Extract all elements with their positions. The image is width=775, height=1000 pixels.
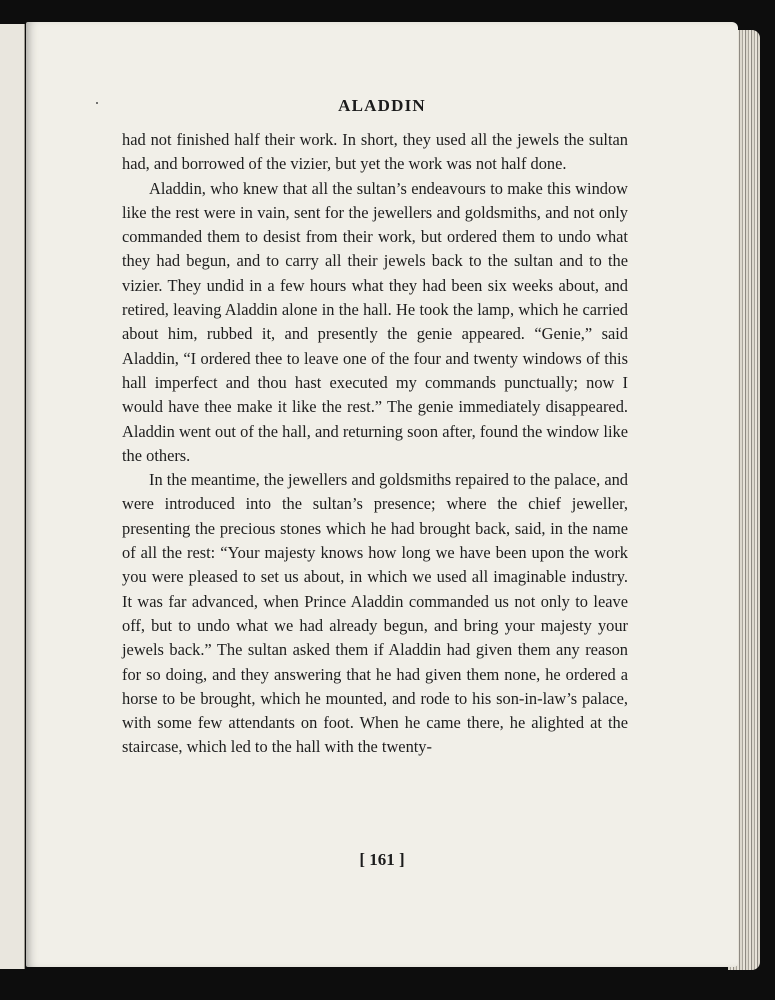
running-head: ALADDIN [338,96,426,115]
book-page [26,22,738,967]
page-number: [ 161 ] [359,850,405,869]
body-text [122,128,628,760]
facing-page-edge [0,24,25,969]
paragraph: In the meantime, the jewellers and goldsmiths repaired to the palace, and were introduced into the sultan’s presence; where the chief jeweller, presenting the precious stones which he had brought back, said, in the name of all the rest: “Your majesty knows how long we have been upon the work you were pleased to set us about, in which we used all imaginable industry. It was far advanced, when Prince Aladdin commanded us not only to leave off, but to undo what we had already begun, and bring your majesty your jewels back.” The sultan asked them if Aladdin had given them any reason for so doing, and they answering that he had given them none, he ordered a horse to be brought, which he mounted, and rode to his son-in-law’s palace, with some few attendants on foot. When he came there, he alighted at the staircase, which led to the hall with the twenty- [122,470,628,757]
paragraph-continued: had not finished half their work. In short, they used all the jewels the sultan had, and borrowed of the vizier, but yet the work was not half done. [122,130,628,174]
paragraph: Aladdin, who knew that all the sultan’s endeavours to make this window like the rest were in vain, sent for the jewellers and goldsmiths, and not only commanded them to desist from their work, but ordered them to undo what they had begun, and to carry all their jewels back to the sultan and to the vizier. They undid in a few hours what they had been six weeks about, and retired, leaving Aladdin alone in the hall. He took the lamp, which he carried about him, rubbed it, and presently the genie appeared. “Genie,” said Aladdin, “I ordered thee to leave one of the four and twenty windows of this hall imperfect and thou hast executed my commands punctually; now I would have thee make it like the rest.” The genie immediately disappeared. Aladdin went out of the hall, and returning soon after, found the window like the others. [122,178,628,465]
